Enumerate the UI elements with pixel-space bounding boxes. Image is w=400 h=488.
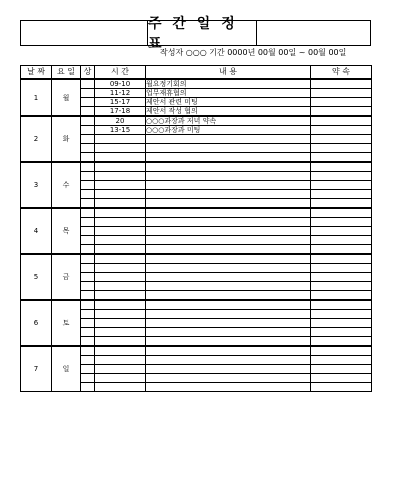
content-cell: [146, 300, 311, 310]
time-cell: 20: [95, 116, 146, 126]
time-cell: [95, 383, 146, 392]
mark-cell: [81, 98, 95, 107]
mark-cell: [81, 79, 95, 89]
table-row: [21, 254, 372, 264]
content-cell: [146, 383, 311, 392]
mark-cell: [81, 236, 95, 245]
table-row: [21, 346, 372, 356]
content-cell: [146, 346, 311, 356]
content-cell: [146, 162, 311, 172]
header-mark: 상: [81, 66, 95, 80]
time-cell: 13-15: [95, 126, 146, 135]
time-cell: [95, 190, 146, 199]
appointment-cell: [311, 199, 372, 209]
content-cell: [146, 356, 311, 365]
time-cell: [95, 365, 146, 374]
weekday-name: 목: [52, 208, 81, 254]
schedule-body: [21, 79, 372, 392]
appointment-cell: [311, 273, 372, 282]
time-cell: [95, 208, 146, 218]
mark-cell: [81, 135, 95, 144]
weekday-name: 토: [52, 300, 81, 346]
mark-cell: [81, 227, 95, 236]
mark-cell: [81, 208, 95, 218]
appointment-cell: [311, 365, 372, 374]
content-cell: [146, 218, 311, 227]
day-number: 1: [21, 79, 52, 116]
content-cell: [146, 153, 311, 163]
mark-cell: [81, 89, 95, 98]
mark-cell: [81, 346, 95, 356]
content-cell: [146, 144, 311, 153]
time-cell: [95, 356, 146, 365]
mark-cell: [81, 383, 95, 392]
table-row: [21, 300, 372, 310]
table-row: [21, 79, 372, 89]
content-cell: 제안서 작성 협의: [146, 107, 311, 117]
appointment-cell: [311, 300, 372, 310]
appointment-cell: [311, 236, 372, 245]
content-cell: 월요정기회의: [146, 79, 311, 89]
content-cell: [146, 254, 311, 264]
content-cell: [146, 273, 311, 282]
content-cell: [146, 245, 311, 255]
time-cell: [95, 264, 146, 273]
header-time: 시 간: [95, 66, 146, 80]
appointment-cell: [311, 162, 372, 172]
mark-cell: [81, 264, 95, 273]
time-cell: [95, 218, 146, 227]
appointment-cell: [311, 328, 372, 337]
content-cell: [146, 199, 311, 209]
content-cell: [146, 374, 311, 383]
time-cell: [95, 153, 146, 163]
time-cell: [95, 144, 146, 153]
content-cell: [146, 337, 311, 347]
mark-cell: [81, 356, 95, 365]
time-cell: 11-12: [95, 89, 146, 98]
appointment-cell: [311, 356, 372, 365]
day-number: 5: [21, 254, 52, 300]
appointment-cell: [311, 107, 372, 117]
mark-cell: [81, 300, 95, 310]
weekday-name: 월: [52, 79, 81, 116]
time-cell: [95, 291, 146, 301]
appointment-cell: [311, 126, 372, 135]
mark-cell: [81, 337, 95, 347]
mark-cell: [81, 291, 95, 301]
mark-cell: [81, 126, 95, 135]
content-cell: ○○○과장과 미팅: [146, 126, 311, 135]
content-cell: 업무재휴협의: [146, 89, 311, 98]
table-row: [21, 162, 372, 172]
appointment-cell: [311, 218, 372, 227]
time-cell: [95, 254, 146, 264]
mark-cell: [81, 245, 95, 255]
mark-cell: [81, 282, 95, 291]
appointment-cell: [311, 264, 372, 273]
appointment-cell: [311, 282, 372, 291]
appointment-cell: [311, 319, 372, 328]
header-row: [21, 66, 372, 80]
header-content: 내 용: [146, 66, 311, 80]
weekday-name: 화: [52, 116, 81, 162]
time-cell: [95, 227, 146, 236]
time-cell: [95, 135, 146, 144]
content-cell: [146, 227, 311, 236]
time-cell: [95, 245, 146, 255]
day-number: 4: [21, 208, 52, 254]
header-appointment: 약 속: [311, 66, 372, 80]
mark-cell: [81, 172, 95, 181]
header-weekday: 요 일: [52, 66, 81, 80]
content-cell: [146, 319, 311, 328]
time-cell: [95, 346, 146, 356]
appointment-cell: [311, 89, 372, 98]
appointment-cell: [311, 116, 372, 126]
title-cell: [147, 16, 257, 52]
mark-cell: [81, 319, 95, 328]
appointment-cell: [311, 291, 372, 301]
mark-cell: [81, 107, 95, 117]
time-cell: [95, 282, 146, 291]
appointment-cell: [311, 98, 372, 107]
day-number: 6: [21, 300, 52, 346]
content-cell: [146, 282, 311, 291]
appointment-cell: [311, 153, 372, 163]
table-row: [21, 116, 372, 126]
mark-cell: [81, 199, 95, 209]
mark-cell: [81, 374, 95, 383]
mark-cell: [81, 181, 95, 190]
appointment-cell: [311, 337, 372, 347]
time-cell: [95, 328, 146, 337]
time-cell: 15-17: [95, 98, 146, 107]
time-cell: 17-18: [95, 107, 146, 117]
time-cell: [95, 300, 146, 310]
time-cell: [95, 199, 146, 209]
weekday-name: 일: [52, 346, 81, 392]
content-cell: [146, 236, 311, 245]
content-cell: ○○○과장과 저녁 약속: [146, 116, 311, 126]
appointment-cell: [311, 135, 372, 144]
time-cell: [95, 337, 146, 347]
appointment-cell: [311, 374, 372, 383]
appointment-cell: [311, 144, 372, 153]
mark-cell: [81, 144, 95, 153]
mark-cell: [81, 162, 95, 172]
time-cell: [95, 162, 146, 172]
mark-cell: [81, 116, 95, 126]
content-cell: [146, 208, 311, 218]
appointment-cell: [311, 208, 372, 218]
mark-cell: [81, 365, 95, 374]
appointment-cell: [311, 245, 372, 255]
time-cell: [95, 310, 146, 319]
time-cell: [95, 181, 146, 190]
mark-cell: [81, 328, 95, 337]
author-period-line: 작성자 ○○○ 기간 0000년 00월 00일 ~ 00월 00일: [160, 48, 347, 57]
content-cell: [146, 264, 311, 273]
mark-cell: [81, 190, 95, 199]
content-cell: [146, 172, 311, 181]
time-cell: [95, 172, 146, 181]
header-date: 날 짜: [21, 66, 52, 80]
page-title: 주 간 일 정 표: [148, 16, 238, 52]
title-box: [20, 16, 371, 52]
appointment-cell: [311, 172, 372, 181]
mark-cell: [81, 310, 95, 319]
time-cell: [95, 319, 146, 328]
content-cell: [146, 310, 311, 319]
content-cell: 제안서 관련 미팅: [146, 98, 311, 107]
appointment-cell: [311, 383, 372, 392]
appointment-cell: [311, 181, 372, 190]
content-cell: [146, 365, 311, 374]
content-cell: [146, 135, 311, 144]
mark-cell: [81, 273, 95, 282]
mark-cell: [81, 218, 95, 227]
content-cell: [146, 190, 311, 199]
appointment-cell: [311, 227, 372, 236]
time-cell: 09-10: [95, 79, 146, 89]
appointment-cell: [311, 346, 372, 356]
time-cell: [95, 273, 146, 282]
day-number: 7: [21, 346, 52, 392]
time-cell: [95, 236, 146, 245]
time-cell: [95, 374, 146, 383]
content-cell: [146, 181, 311, 190]
appointment-cell: [311, 310, 372, 319]
weekday-name: 금: [52, 254, 81, 300]
schedule-table: [20, 65, 372, 392]
appointment-cell: [311, 190, 372, 199]
mark-cell: [81, 153, 95, 163]
content-cell: [146, 328, 311, 337]
appointment-cell: [311, 79, 372, 89]
content-cell: [146, 291, 311, 301]
table-row: [21, 208, 372, 218]
weekday-name: 수: [52, 162, 81, 208]
day-number: 2: [21, 116, 52, 162]
mark-cell: [81, 254, 95, 264]
day-number: 3: [21, 162, 52, 208]
appointment-cell: [311, 254, 372, 264]
